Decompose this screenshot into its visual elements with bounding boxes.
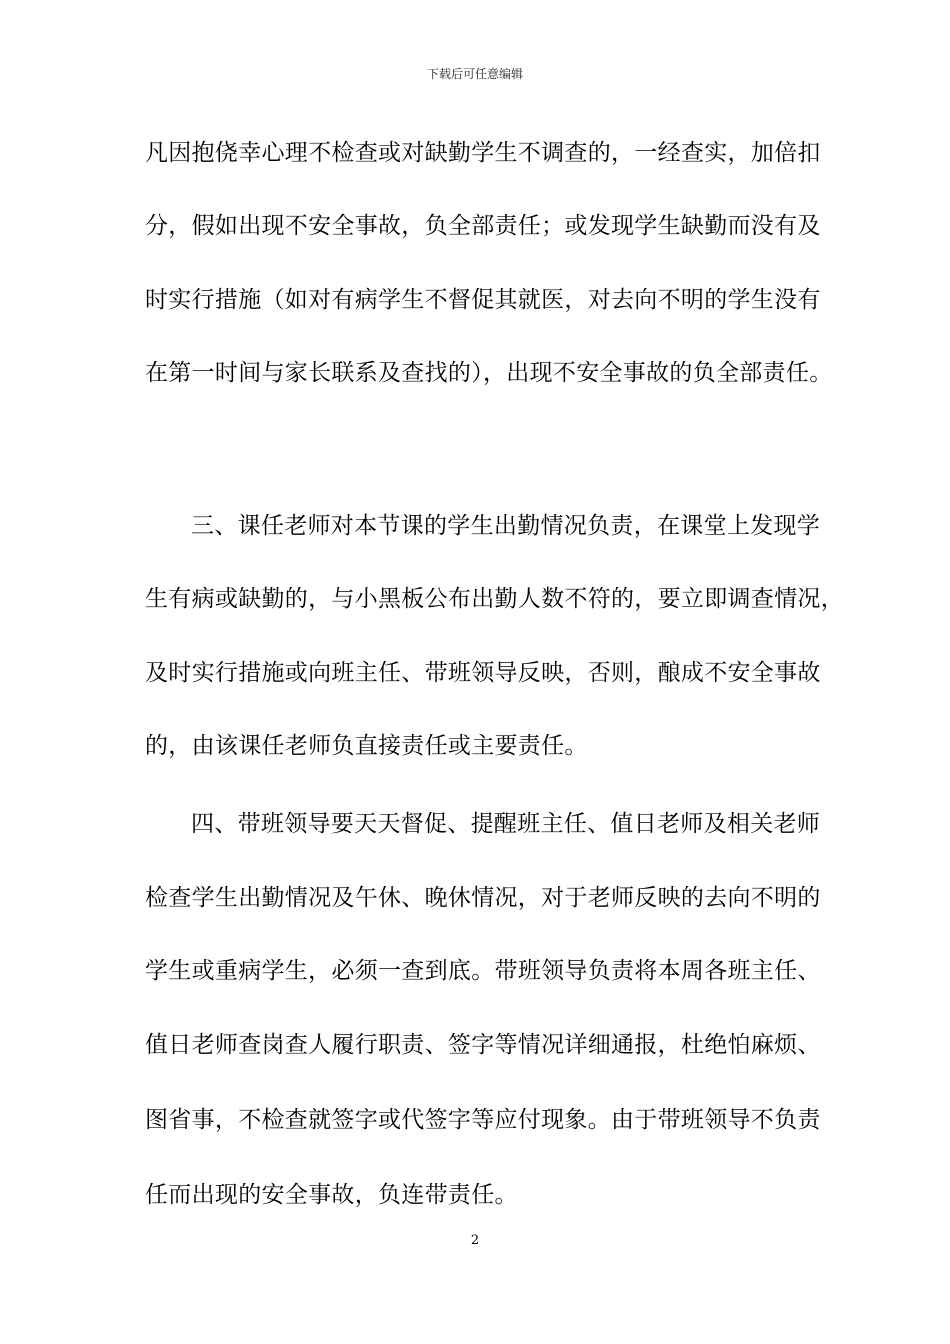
paragraph-line: 四、带班领导要天天督促、提醒班主任、值日老师及相关老师 [191, 811, 821, 837]
paragraph-line: 分，假如出现不安全事故，负全部责任；或发现学生缺勤而没有及 [145, 213, 821, 239]
paragraph-line: 学生或重病学生，必须一查到底。带班领导负责将本周各班主任、 [145, 958, 821, 984]
paragraph-line: 凡因抱侥幸心理不检查或对缺勤学生不调查的，一经查实，加倍扣 [145, 140, 821, 166]
paragraph-line: 生有病或缺勤的，与小黑板公布出勤人数不符的，要立即调查情况， [145, 586, 844, 612]
paragraph-line: 图省事，不检查就签字或代签字等应付现象。由于带班领导不负责 [145, 1107, 821, 1133]
paragraph-line: 三、课任老师对本节课的学生出勤情况负责，在课堂上发现学 [191, 513, 821, 539]
page-header-note: 下载后可任意编辑 [426, 67, 523, 81]
paragraph-line: 检查学生出勤情况及午休、晚休情况，对于老师反映的去向不明的 [145, 885, 821, 911]
paragraph-line: 任而出现的安全事故，负连带责任。 [145, 1182, 518, 1208]
paragraph-line: 值日老师查岗查人履行职责、签字等情况详细通报，杜绝怕麻烦、 [145, 1032, 821, 1058]
paragraph-line: 时实行措施（如对有病学生不督促其就医，对去向不明的学生没有 [145, 287, 821, 313]
paragraph-line: 的，由该课任老师负直接责任或主要责任。 [145, 733, 588, 759]
paragraph-line: 在第一时间与家长联系及查找的），出现不安全事故的负全部责任。 [145, 360, 833, 386]
page-number: 2 [470, 1233, 480, 1248]
paragraph-line: 及时实行措施或向班主任、带班领导反映，否则，酿成不安全事故 [145, 660, 821, 686]
